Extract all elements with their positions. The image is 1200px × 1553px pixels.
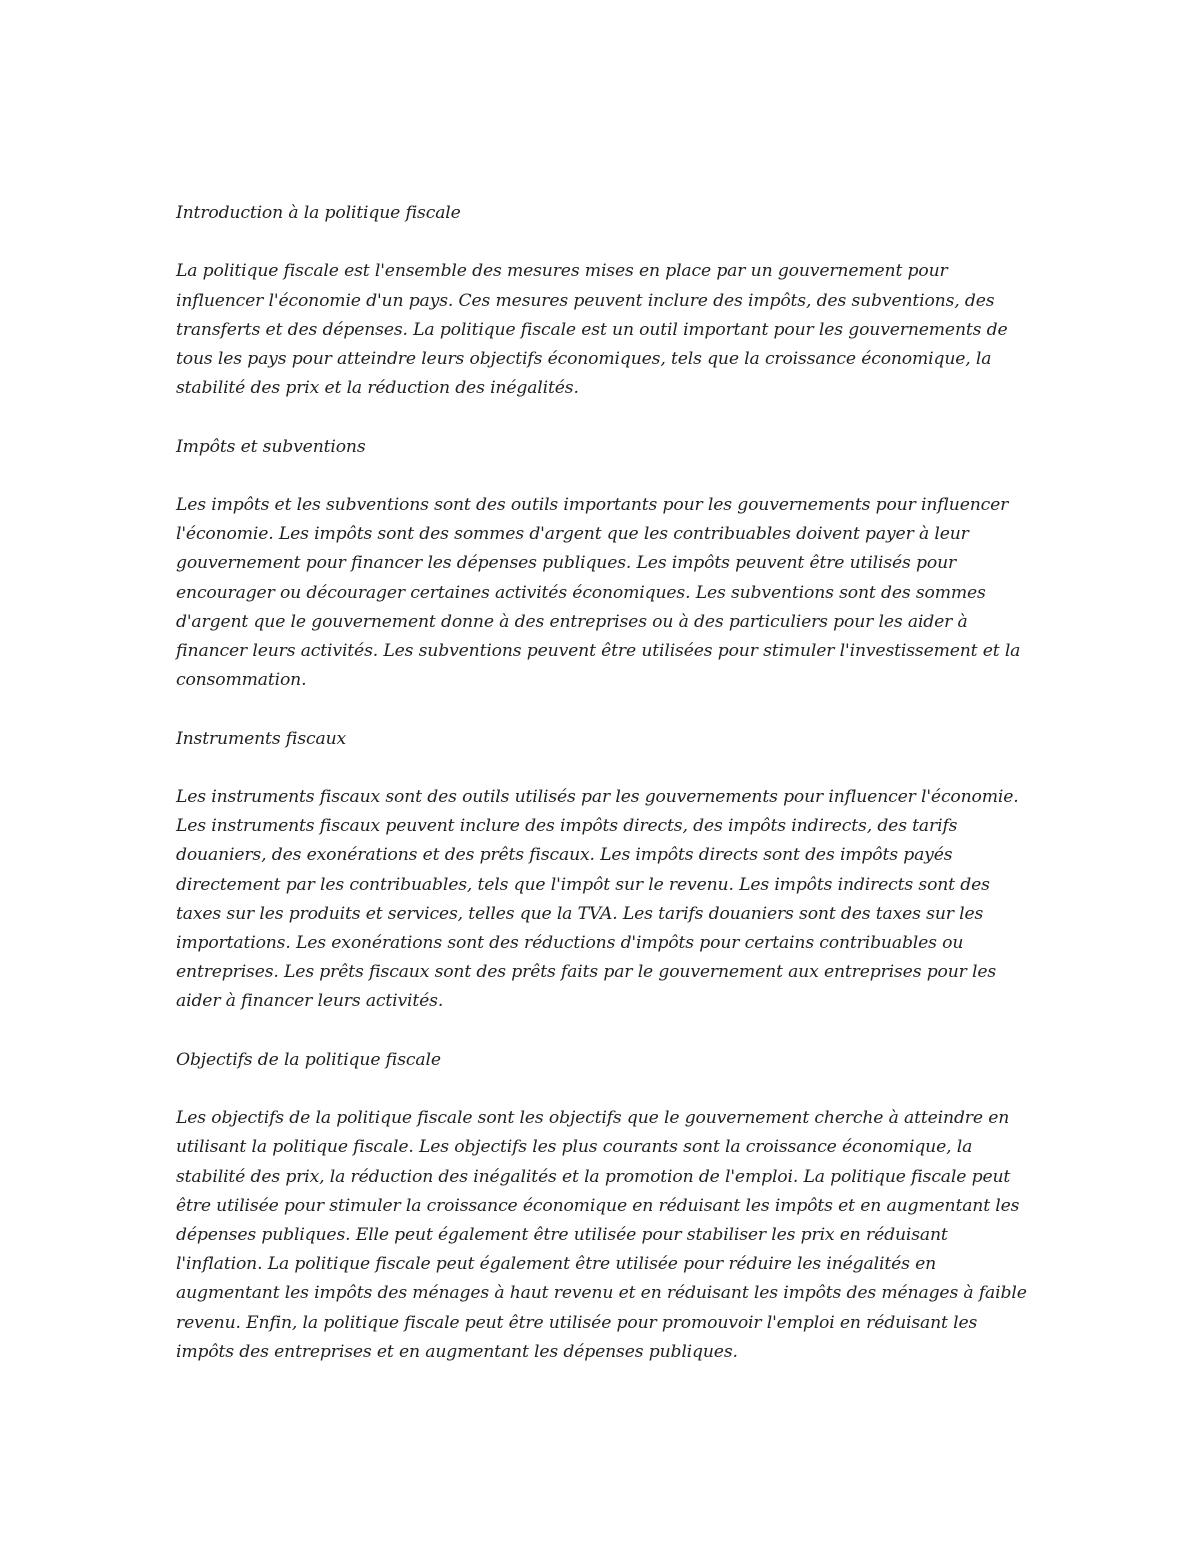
document-body [176,199,1036,1367]
section-heading-introduction: Introduction à la politique fiscale [176,203,461,223]
section-paragraph-objectifs: Les objectifs de la politique fiscale sont les objectifs que le gouvernement cherche à atteindre en utilisant la politique fiscale. Les objectifs les plus courants sont la croissance économique, la stabilité des prix, la réduction des inégalités et la promotion de l'emploi. La politique fiscale peut être utilisée pour stimuler la croissance économique en réduisant les impôts et en augmentant les dépenses publiques. Elle peut également être utilisée pour stabiliser les prix en réduisant l'inflation. La politique fiscale peut également être utilisée pour réduire les inégalités en augmentant les impôts des ménages à haut revenu et en réduisant les impôts des ménages à faible revenu. Enfin, la politique fiscale peut être utilisée pour promouvoir l'emploi en réduisant les impôts des entreprises et en augmentant les dépenses publiques. [176,1108,1027,1362]
section-paragraph-introduction: La politique fiscale est l'ensemble des mesures mises en place par un gouvernement pour influencer l'économie d'un pays. Ces mesures peuvent inclure des impôts, des subventions, des transferts et des dépenses. La politique fiscale est un outil important pour les gouvernements de tous les pays pour atteindre leurs objectifs économiques, tels que la croissance économique, la stabilité des prix et la réduction des inégalités. [176,261,1008,399]
section-heading-instruments-fiscaux: Instruments fiscaux [176,728,347,749]
section-paragraph-instruments-fiscaux: Les instruments fiscaux sont des outils utilisés par les gouvernements pour influencer l'économie. Les instruments fiscaux peuvent inclure des impôts directs, des impôts indirects, des tarifs douaniers, des exonérations et des prêts fiscaux. Les impôts directs sont des impôts payés directement par les contribuables, tels que l'impôt sur le revenu. Les impôts indirects sont des taxes sur les produits et services, telles que la TVA. Les tarifs douaniers sont des taxes sur les importations. Les exonérations sont des réductions d'impôts pour certains contribuables ou entreprises. Les prêts fiscaux sont des prêts faits par le gouvernement aux entreprises pour les aider à financer leurs activités. [176,786,1019,1012]
section-heading-impots-subventions: Impôts et subventions [176,436,366,457]
section-paragraph-impots-subventions: Les impôts et les subventions sont des outils importants pour les gouvernements pour influencer l'économie. Les impôts sont des sommes d'argent que les contribuables doivent payer à leur gouvernement pour financer les dépenses publiques. Les impôts peuvent être utilisés pour encourager ou décourager certaines activités économiques. Les subventions sont des sommes d'argent que le gouvernement donne à des entreprises ou à des particuliers pour les aider à financer leurs activités. Les subventions peuvent être utilisées pour stimuler l'investissement et la consommation. [176,494,1021,691]
section-heading-objectifs: Objectifs de la politique fiscale [176,1049,441,1070]
